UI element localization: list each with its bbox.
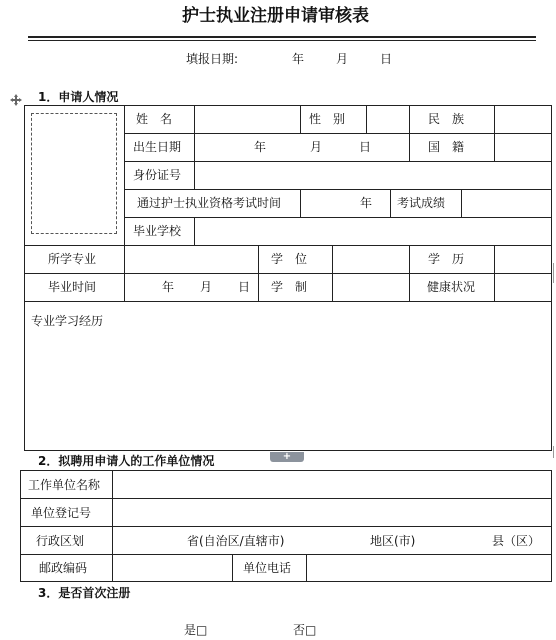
nationality-cell[interactable] — [496, 135, 550, 160]
table-move-handle-icon[interactable] — [10, 94, 22, 106]
title-rule-top — [28, 36, 536, 38]
label-id-number: 身份证号 — [133, 168, 182, 182]
birth-month: 月 — [310, 140, 323, 154]
photo-placeholder[interactable] — [31, 113, 117, 234]
label-ethnicity: 民 族 — [428, 112, 465, 126]
id-number-cell[interactable] — [196, 163, 550, 188]
study-years-cell[interactable] — [334, 275, 408, 300]
degree-cell[interactable] — [334, 247, 408, 272]
region-province: 省(自治区/直辖市) — [187, 534, 285, 548]
label-region: 行政区划 — [36, 534, 85, 548]
fill-date-day: 日 — [380, 52, 393, 66]
first-registration-yes[interactable]: 是□ — [184, 623, 208, 637]
gender-cell[interactable] — [368, 107, 408, 132]
unit-name-cell[interactable] — [114, 472, 550, 497]
grad-day: 日 — [238, 280, 251, 294]
unit-reg-cell[interactable] — [114, 500, 550, 525]
exam-score-cell[interactable] — [463, 191, 550, 216]
page-edge-marker — [553, 263, 554, 283]
study-history-cell[interactable] — [26, 330, 550, 448]
postcode-cell[interactable] — [114, 556, 231, 580]
section1-heading: 1．申请人情况 — [38, 90, 119, 104]
add-row-icon[interactable]: + — [270, 452, 304, 462]
label-birth-date: 出生日期 — [133, 140, 182, 154]
page-edge-marker — [553, 446, 554, 458]
birth-day: 日 — [359, 140, 372, 154]
label-postcode: 邮政编码 — [39, 561, 88, 575]
label-name: 姓 名 — [136, 112, 173, 126]
label-unit-name: 工作单位名称 — [28, 478, 101, 492]
major-cell[interactable] — [126, 247, 257, 272]
label-school: 毕业学校 — [133, 224, 182, 238]
label-exam-score: 考试成绩 — [397, 196, 446, 210]
first-registration-no[interactable]: 否□ — [293, 623, 317, 637]
school-cell[interactable] — [196, 219, 550, 244]
unit-phone-cell[interactable] — [308, 556, 550, 580]
label-unit-phone: 单位电话 — [243, 561, 292, 575]
region-county: 县（区） — [492, 534, 541, 548]
region-district: 地区(市) — [370, 534, 416, 548]
label-degree: 学 位 — [271, 252, 308, 266]
label-unit-reg: 单位登记号 — [31, 506, 92, 520]
label-health: 健康状况 — [427, 280, 476, 294]
fill-date-month: 月 — [336, 52, 349, 66]
label-grad-time: 毕业时间 — [48, 280, 97, 294]
grad-year: 年 — [162, 280, 175, 294]
education-cell[interactable] — [496, 247, 550, 272]
label-exam-time: 通过护士执业资格考试时间 — [137, 196, 282, 210]
fill-date-year: 年 — [292, 52, 305, 66]
label-nationality: 国 籍 — [428, 140, 465, 154]
title-rule-bottom — [28, 40, 536, 41]
health-cell[interactable] — [496, 275, 550, 300]
label-gender: 性 别 — [309, 112, 346, 126]
ethnicity-cell[interactable] — [496, 107, 550, 132]
fill-date-label: 填报日期: — [186, 52, 239, 66]
grad-month: 月 — [200, 280, 213, 294]
page-title: 护士执业注册申请审核表 — [182, 6, 369, 26]
exam-year: 年 — [360, 196, 373, 210]
label-major: 所学专业 — [48, 252, 97, 266]
section3-heading: 3．是否首次注册 — [38, 586, 131, 600]
birth-year: 年 — [254, 140, 267, 154]
label-study-years: 学 制 — [271, 280, 308, 294]
name-cell[interactable] — [196, 107, 299, 132]
label-study-history: 专业学习经历 — [31, 314, 104, 328]
section2-heading: 2．拟聘用申请人的工作单位情况 — [38, 454, 215, 468]
label-education: 学 历 — [428, 252, 465, 266]
